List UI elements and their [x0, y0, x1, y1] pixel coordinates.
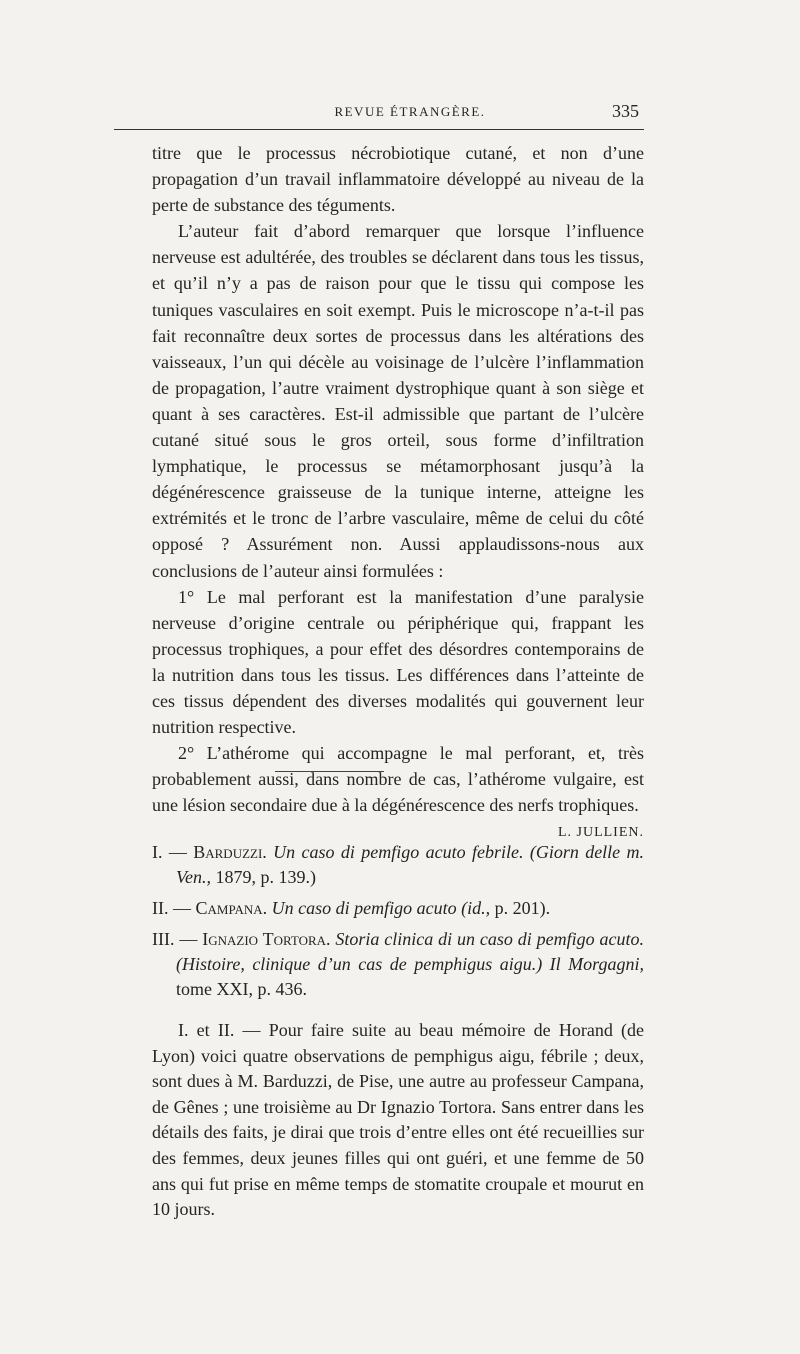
references-list	[152, 840, 644, 1008]
reference-item	[152, 927, 644, 1002]
conclusion-two	[152, 740, 644, 841]
reference-number: III. —	[152, 929, 198, 949]
reference-title: Un caso di pemfigo acuto febrile.	[273, 842, 524, 862]
paragraph-author-argument: L’auteur fait d’abord remarquer que lorsque l’influence nerveuse est adultérée, des troubles se déclarent dans tous les tissus, et qu’il n’y a pas de raison pour que le tissu qui compose les tuniques vasculaires en soit exempt. Puis le microscope n’a-t-il pas fait reconnaître deux sortes de processus dans les altérations des vaisseaux, l’un qui décèle au voisinage de l’ulcère l’inflammation de propagation, l’autre vraiment dystrophique quant à son siège et quant à ses caractères. Est-il admissible que partant de l’ulcère cutané situé sous le gros orteil, sous forme d’infiltration lymphatique, le processus se métamorphosant jusqu’à la dégénérescence graisseuse de la tunique interne, atteigne les extrémités et le tronc de l’arbre vasculaire, même de celui du côté opposé ? Assurément non. Aussi applaudissons-nous aux conclusions de l’auteur ainsi formulées :	[152, 221, 644, 581]
review-note-text: I. et II. — Pour faire suite au beau mémoire de Horand (de Lyon) voici quatre observations de pemphigus aigu, fébrile ; deux, sont dues à M. Barduzzi, de Pise, une autre au professeur Campana, de Gênes ; une troisième au Dr Ignazio Tortora. Sans entrer dans les détails des faits, je dirai que trois d’entre elles ont été recueillies sur des femmes, deux jeunes filles qui ont guéri, et une femme de 50 ans qui fut prise en même temps de stomatite croupale et mourut en 10 jours.	[152, 1020, 644, 1220]
reference-details: tome XXI, p. 436.	[176, 979, 307, 999]
reference-author: Campana.	[195, 898, 268, 918]
header-rule	[114, 129, 644, 130]
section-separator	[275, 771, 384, 772]
reference-author: Barduzzi.	[193, 842, 267, 862]
conclusion-one: 1° Le mal perforant est la manifestation d’une paralysie nerveuse d’origine centrale ou périphérique qui, frappant les processus trophiques, a pour effet des désordres contemporains de la nutrition dans tous les tissus. Les différences dans l’atteinte de ces tissus dépendent des diverses modalités qui gouvernent leur nutrition respective.	[152, 586, 644, 738]
reference-title: Storia clinica di un caso di pemfigo acuto. (Histoire, clinique d’un cas de pemphigus aigu.) Il Morgagni,	[176, 929, 644, 974]
reference-details: p. 201).	[494, 898, 551, 918]
author-signature: L. JULLIEN.	[557, 825, 644, 841]
reference-source: (Giorn delle m. Ven.,	[176, 842, 645, 887]
reference-item	[152, 840, 644, 890]
reference-source: (id.,	[461, 898, 491, 918]
reference-details: 1879, p. 139.)	[215, 867, 316, 887]
page-number: 335	[612, 101, 639, 121]
review-note	[152, 1018, 644, 1223]
running-head: REVUE ÉTRANGÈRE.	[334, 104, 486, 119]
reference-number: I. —	[152, 842, 187, 862]
reference-title: Un caso di pemfigo acuto	[271, 898, 457, 918]
reference-number: II. —	[152, 898, 191, 918]
reference-author: Ignazio Tortora.	[202, 929, 331, 949]
reference-item	[152, 896, 644, 921]
paragraph-continuation: titre que le processus nécrobiotique cutané, et non d’une propagation d’un travail inflammatoire développé au niveau de la perte de substance des téguments.	[152, 143, 644, 216]
article-body	[152, 140, 644, 847]
conclusion-two-text: 2° L’athérome qui accompagne le mal perforant, et, très probablement aussi, dans nombre de cas, l’athérome vulgaire, est une lésion secondaire due à la dégénérescence des nerfs trophiques.	[152, 743, 644, 816]
